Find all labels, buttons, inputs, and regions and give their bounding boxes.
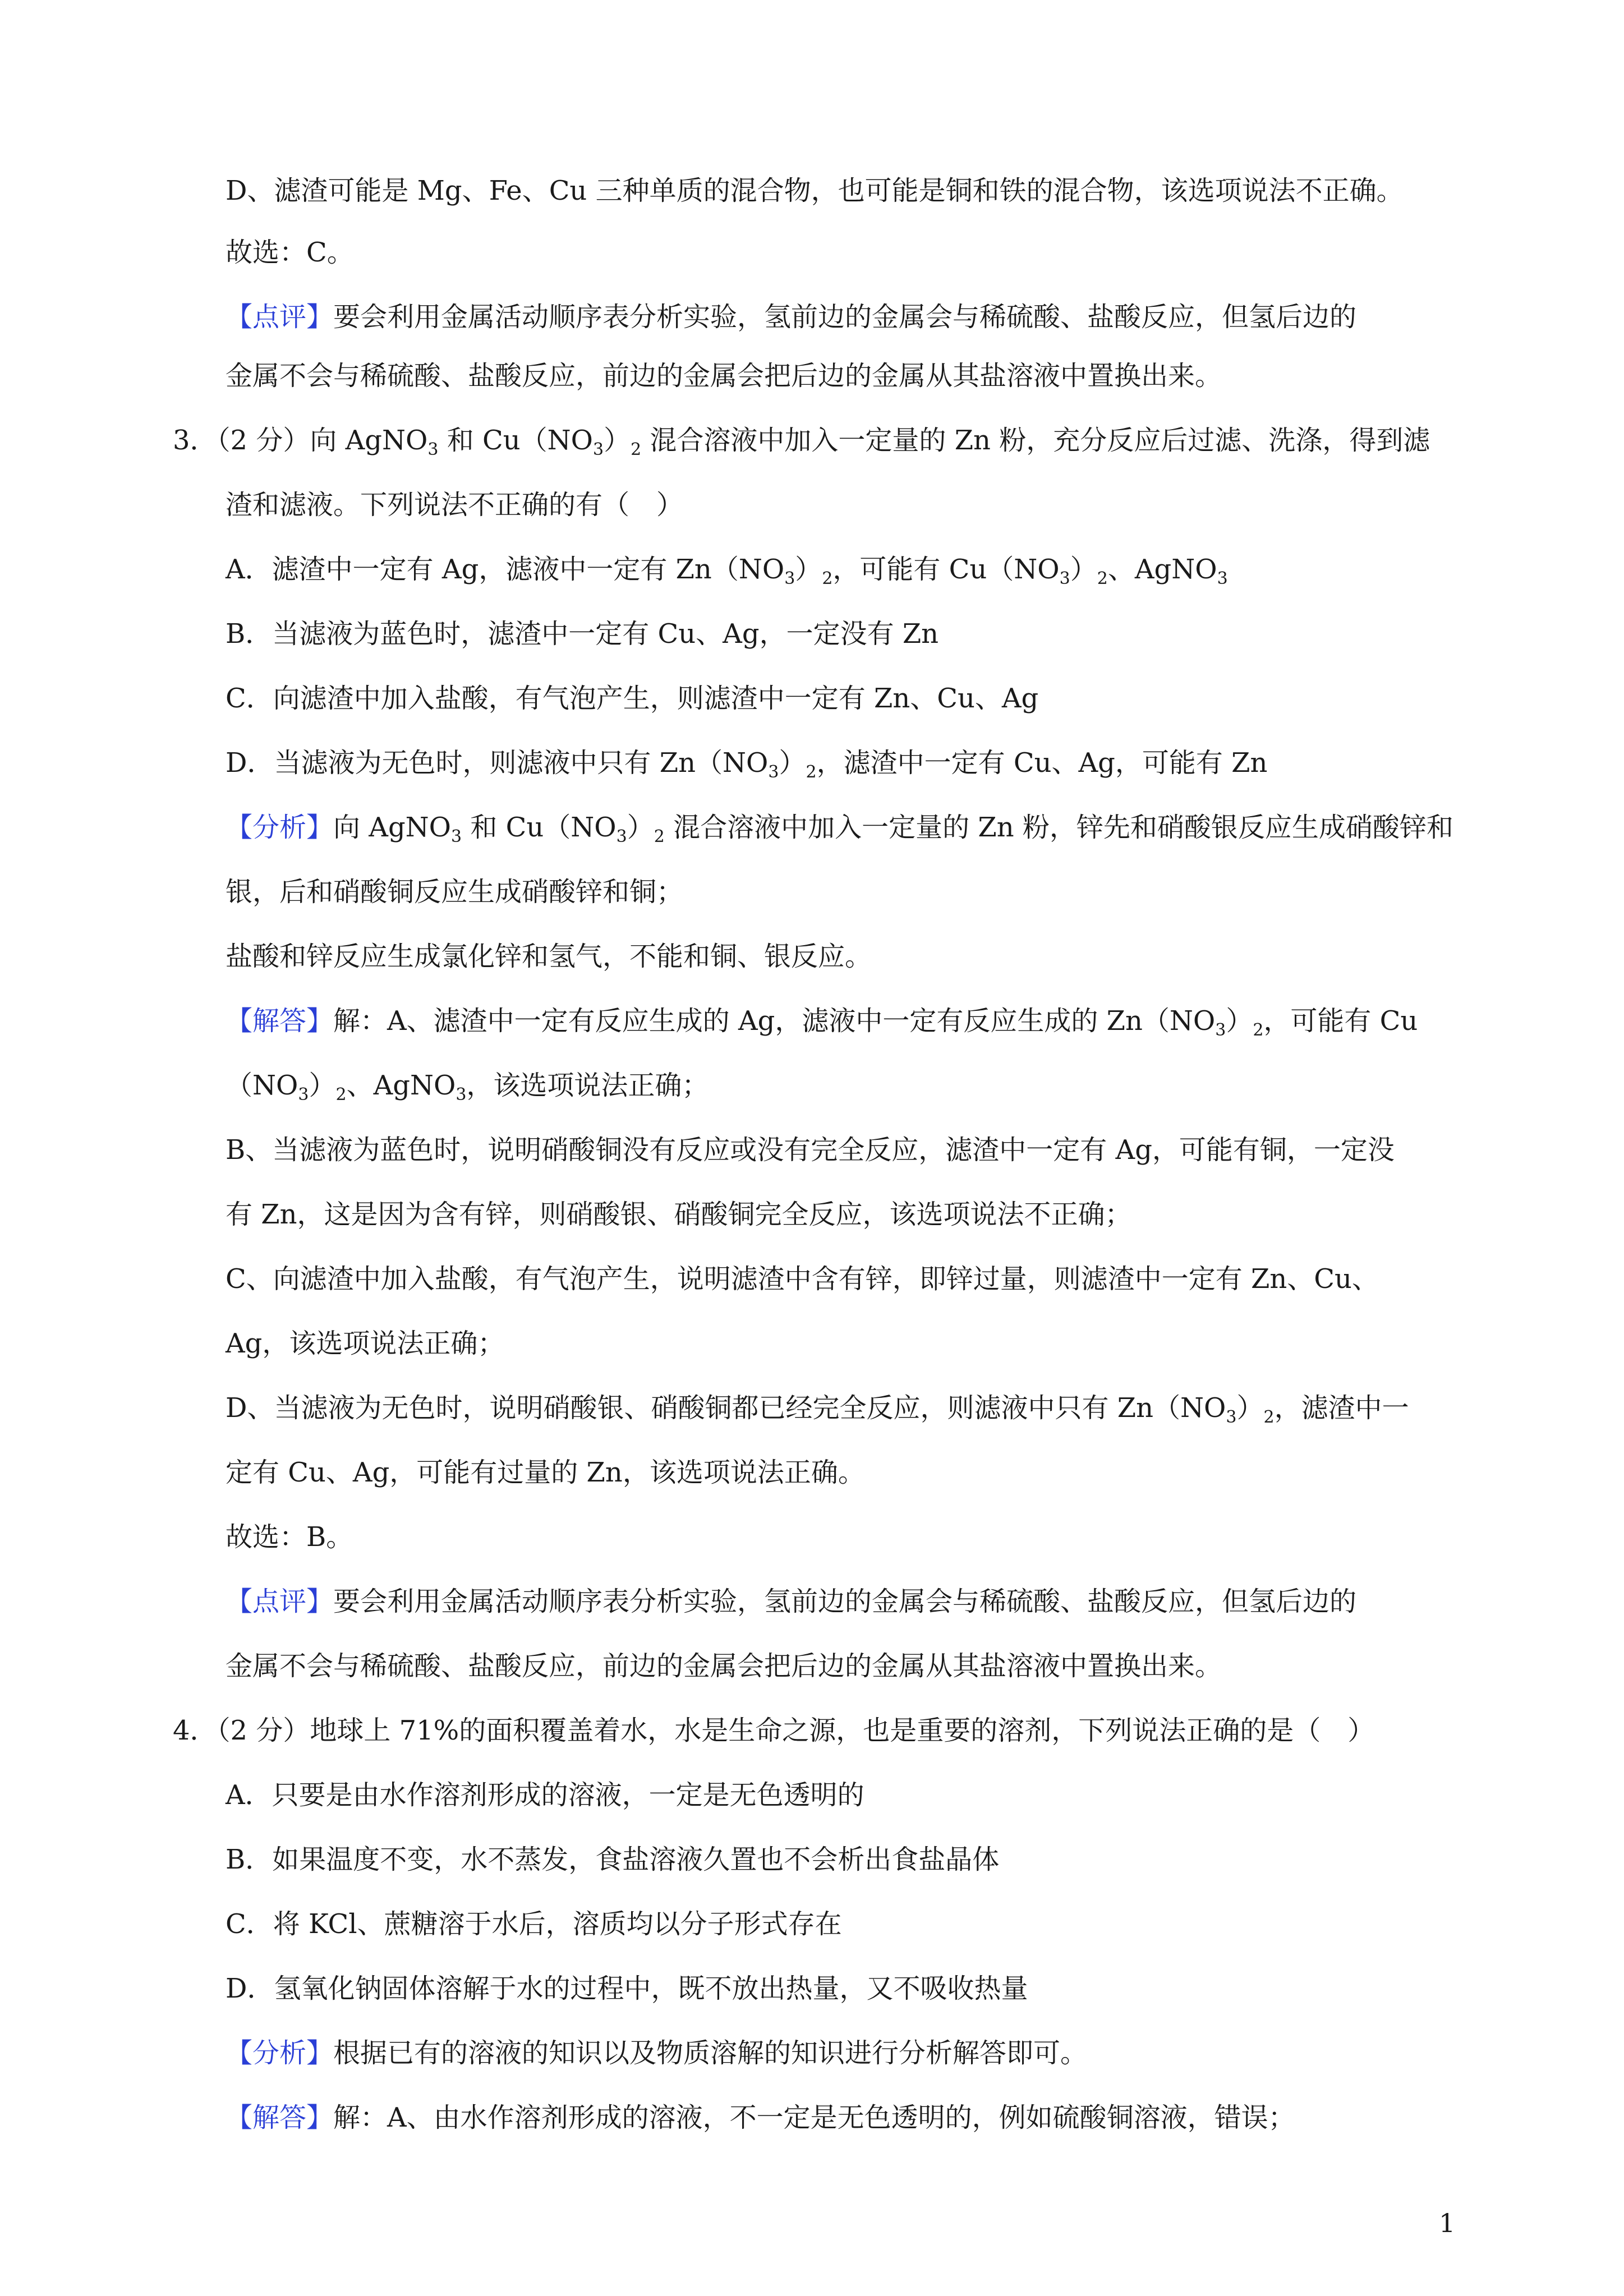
subscript: 2 <box>822 569 833 588</box>
text: （NO <box>226 1070 298 1101</box>
subscript: 3 <box>1215 1020 1226 1040</box>
q3-solution <box>226 1004 1418 1038</box>
q4-option-c <box>226 1907 842 1941</box>
question-3 <box>173 424 1430 457</box>
subscript: 2 <box>1253 1020 1264 1040</box>
text: 定有 Cu、Ag，可能有过量的 Zn，该选项说法正确。 <box>226 1457 865 1488</box>
q3-analysis <box>226 811 1453 844</box>
subscript: 3 <box>592 440 604 459</box>
q3-answer <box>226 1520 353 1554</box>
text: 盐酸和锌反应生成氯化锌和氢气，不能和铜、银反应。 <box>226 941 872 972</box>
text: C．将 KCl、蔗糖溶于水后，溶质均以分子形式存在 <box>226 1908 842 1940</box>
text: D、当滤液为无色时，说明硝酸银、硝酸铜都已经完全反应，则滤液中只有 Zn（NO <box>226 1392 1226 1424</box>
text: 、AgNO <box>1107 554 1217 585</box>
text: 解：A、由水作溶剂形成的溶液，不一定是无色透明的，例如硫酸铜溶液，错误； <box>333 2102 1295 2133</box>
text: 和 Cu（NO <box>438 425 593 456</box>
subscript: 3 <box>298 1085 309 1105</box>
text: 故选：C。 <box>226 237 354 268</box>
text: B．如果温度不变，水不蒸发，食盐溶液久置也不会析出食盐晶体 <box>226 1844 1000 1875</box>
subscript: 3 <box>768 762 779 782</box>
text: 解：A、滤渣中一定有反应生成的 Ag，滤液中一定有反应生成的 Zn（NO <box>333 1005 1216 1037</box>
q4-option-d <box>226 1972 1028 2005</box>
q3-solution-b-cont <box>226 1198 1132 1231</box>
text: 金属不会与稀硫酸、盐酸反应，前边的金属会把后边的金属从其盐溶液中置换出来。 <box>226 360 1222 392</box>
q4-analysis <box>226 2036 1087 2070</box>
review-tag: 【点评】 <box>226 1586 334 1617</box>
subscript: 3 <box>616 827 627 846</box>
q3-solution-cont <box>226 1069 709 1105</box>
text: Ag，该选项说法正确； <box>226 1328 505 1359</box>
subscript: 2 <box>335 1085 347 1105</box>
q3-solution-b <box>226 1133 1395 1167</box>
text: 向 AgNO <box>333 812 452 843</box>
text: ，可能有 Cu（NO <box>832 554 1060 585</box>
question-4 <box>173 1714 1374 1747</box>
review-tag: 【点评】 <box>226 301 334 333</box>
solution-tag: 【解答】 <box>226 1005 334 1037</box>
subscript: 3 <box>1217 569 1228 588</box>
subscript: 3 <box>784 569 795 588</box>
text: 渣和滤液。下列说法不正确的有（ ） <box>226 489 684 521</box>
q3-solution-d-cont <box>226 1456 865 1489</box>
q3-option-b <box>226 617 938 651</box>
subscript: 3 <box>1226 1407 1237 1427</box>
text: 和 Cu（NO <box>462 812 617 843</box>
text: ，可能有 Cu <box>1263 1005 1418 1037</box>
subscript: 3 <box>451 827 462 846</box>
q3-solution-c <box>226 1262 1379 1296</box>
text: （2 分）地球上 71%的面积覆盖着水，水是生命之源，也是重要的溶剂，下列说法正确的是（ ） <box>217 1715 1375 1746</box>
subscript: 2 <box>631 440 642 459</box>
q3-solution-c-cont <box>226 1327 504 1360</box>
text: 根据已有的溶液的知识以及物质溶解的知识进行分析解答即可。 <box>333 2037 1088 2069</box>
subscript: 2 <box>1097 569 1108 588</box>
q3-review <box>226 1585 1356 1618</box>
question-number: 4． <box>173 1715 217 1746</box>
q3-solution-d <box>226 1391 1409 1425</box>
text: D．氢氧化钠固体溶解于水的过程中，既不放出热量，又不吸收热量 <box>226 1973 1028 2004</box>
text: 银，后和硝酸铜反应生成硝酸锌和铜； <box>226 876 684 908</box>
text: ） <box>1070 554 1097 585</box>
text: 金属不会与稀硫酸、盐酸反应，前边的金属会把后边的金属从其盐溶液中置换出来。 <box>226 1650 1222 1682</box>
text: ） <box>779 747 806 779</box>
text: A．只要是由水作溶剂形成的溶液，一定是无色透明的 <box>226 1779 864 1811</box>
text: 有 Zn，这是因为含有锌，则硝酸银、硝酸铜完全反应，该选项说法不正确； <box>226 1199 1132 1230</box>
text: ） <box>627 812 654 843</box>
text: B．当滤液为蓝色时，滤渣中一定有 Cu、Ag，一定没有 Zn <box>226 618 939 650</box>
subscript: 2 <box>1263 1407 1275 1427</box>
q2-review-cont <box>226 359 1222 393</box>
q3-option-c <box>226 682 1038 715</box>
text: 、AgNO <box>346 1070 456 1101</box>
subscript: 3 <box>1059 569 1070 588</box>
q3-analysis-cont-2 <box>226 940 872 973</box>
q3-option-d <box>226 746 1267 780</box>
q3-analysis-cont <box>226 875 683 909</box>
q4-option-b <box>226 1843 999 1876</box>
text: C、向滤渣中加入盐酸，有气泡产生，说明滤渣中含有锌，即锌过量，则滤渣中一定有 Zn、Cu、 <box>226 1263 1379 1295</box>
text: ，滤渣中一定有 Cu、Ag，可能有 Zn <box>816 747 1268 779</box>
text: 要会利用金属活动顺序表分析实验，氢前边的金属会与稀硫酸、盐酸反应，但氢后边的 <box>333 1586 1357 1617</box>
analysis-tag: 【分析】 <box>226 2037 334 2069</box>
page-number: 1 <box>1439 2208 1456 2238</box>
text: 要会利用金属活动顺序表分析实验，氢前边的金属会与稀硫酸、盐酸反应，但氢后边的 <box>333 301 1357 333</box>
text: 故选：B。 <box>226 1521 353 1553</box>
text: B、当滤液为蓝色时，说明硝酸铜没有反应或没有完全反应，滤渣中一定有 Ag，可能有铜，一定没 <box>226 1134 1395 1166</box>
subscript: 3 <box>456 1085 467 1105</box>
text: D．当滤液为无色时，则滤液中只有 Zn（NO <box>226 747 769 779</box>
text: ） <box>1226 1005 1253 1037</box>
text: 混合溶液中加入一定量的 Zn 粉，充分反应后过滤、洗涤，得到滤 <box>641 425 1430 456</box>
text: C．向滤渣中加入盐酸，有气泡产生，则滤渣中一定有 Zn、Cu、Ag <box>226 683 1039 714</box>
q2-review <box>226 300 1356 334</box>
q4-solution <box>226 2101 1295 2134</box>
q3-review-cont <box>226 1649 1222 1683</box>
text: ，该选项说法正确； <box>466 1070 709 1101</box>
q3-option-a <box>226 553 1228 586</box>
text: （2 分）向 AgNO <box>217 425 428 456</box>
q2-option-d-explanation <box>226 174 1404 208</box>
text: ） <box>795 554 822 585</box>
solution-tag: 【解答】 <box>226 2102 334 2133</box>
text: ） <box>1236 1392 1264 1424</box>
subscript: 2 <box>654 827 665 846</box>
text: 混合溶液中加入一定量的 Zn 粉，锌先和硝酸银反应生成硝酸锌和 <box>664 812 1453 843</box>
q2-answer <box>226 236 354 269</box>
text: ） <box>604 425 631 456</box>
text: A．滤渣中一定有 Ag，滤液中一定有 Zn（NO <box>226 554 785 585</box>
subscript: 3 <box>427 440 439 459</box>
q4-option-a <box>226 1778 864 1812</box>
analysis-tag: 【分析】 <box>226 812 334 843</box>
question-number: 3． <box>173 425 217 456</box>
text: ） <box>309 1070 336 1101</box>
subscript: 2 <box>806 762 817 782</box>
text: D、滤渣可能是 Mg、Fe、Cu 三种单质的混合物，也可能是铜和铁的混合物，该选项说法不正确。 <box>226 175 1404 206</box>
text: ，滤渣中一 <box>1274 1392 1409 1424</box>
question-3-cont <box>226 488 683 522</box>
